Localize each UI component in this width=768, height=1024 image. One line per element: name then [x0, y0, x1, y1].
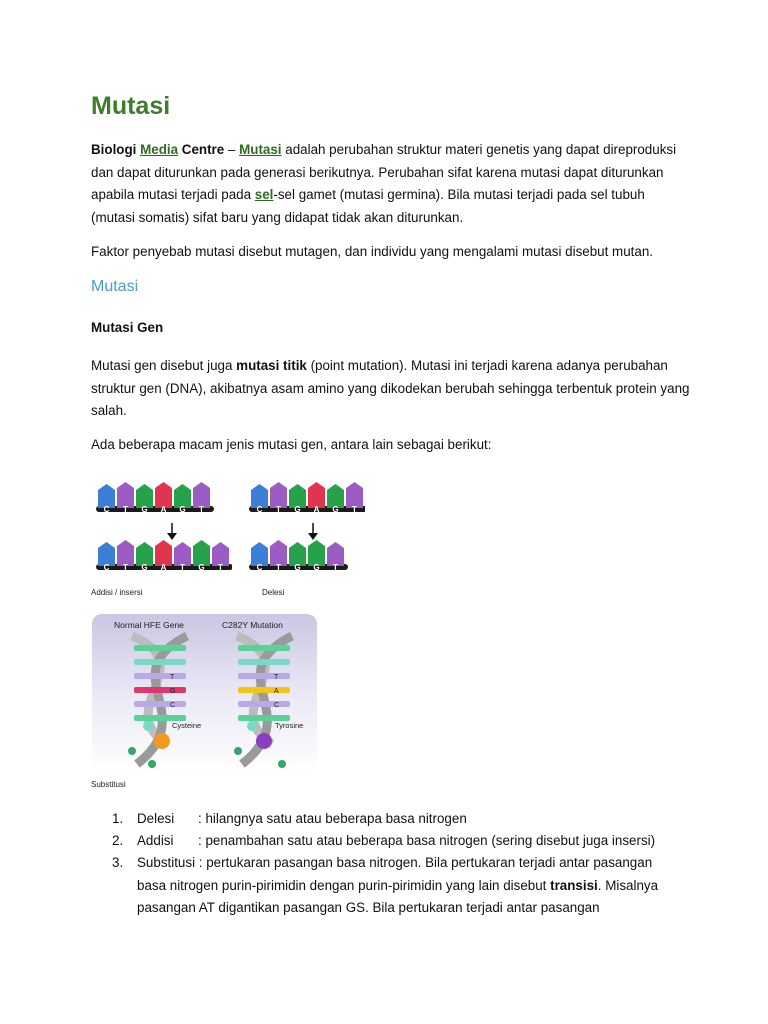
list-text-substitusi-2: . Misalnya pasangan AT digantikan pasangan GS. Bila pertukaran terjadi antar pasangan	[137, 877, 659, 915]
subsection-heading: Mutasi Gen	[91, 320, 164, 335]
delesi-top-base-letter-4: G	[332, 505, 339, 514]
list-item-substitusi	[112, 852, 672, 919]
para3-text-1: Mutasi gen disebut juga	[91, 358, 237, 373]
normal-gene-label: Normal HFE Gene	[114, 620, 184, 630]
dash-text: –	[224, 142, 240, 157]
intro-text-1: adalah perubahan struktur materi genetis yang dapat direproduksi dan dapat diturunkan pada generasi berikutnya. Perubahan sifat karena mutasi dapat diturunkan apabila mutasi terjadi pada	[91, 142, 677, 203]
sel-link[interactable]: sel	[254, 187, 274, 203]
delesi-bottom-base-letter-4: T	[333, 563, 338, 572]
addisi-top-strand	[96, 482, 214, 514]
delesi-top-base-letter-0: C	[256, 505, 263, 514]
section-heading: Mutasi	[91, 278, 139, 295]
list-text-addisi: : penambahan satu atau beberapa basa nitrogen (sering disebut juga insersi)	[198, 833, 656, 849]
delesi-top-base-letter-2: G	[294, 505, 301, 514]
right-molecule-bead-2	[234, 747, 242, 755]
delesi-bottom-base-letter-2: G	[294, 563, 301, 572]
delesi-top-base-letter-3: A	[313, 505, 320, 514]
mutation-types-list	[112, 808, 672, 919]
addisi-bottom-base-letter-0: C	[103, 563, 110, 572]
addisi-caption: Addisi / insersi	[91, 588, 143, 597]
addisi-bottom-base-letter-2: G	[141, 563, 148, 572]
right-base-letter-2: C	[274, 702, 280, 709]
right-rung-1	[238, 659, 290, 665]
addisi-bottom-strand	[96, 540, 232, 572]
delesi-bottom-base-letter-0: C	[256, 563, 263, 572]
left-molecule-bead	[143, 721, 153, 731]
gene-mutation-paragraph	[91, 355, 691, 423]
left-base-letter-2: C	[170, 702, 176, 709]
left-molecule-bead-3	[148, 760, 156, 768]
left-base-letter-0: T	[170, 674, 175, 681]
list-term-delesi: Delesi	[137, 811, 175, 826]
delesi-bottom-base-letter-1: T	[276, 563, 281, 572]
right-base-letter-0: T	[274, 674, 279, 681]
mutasi-link[interactable]: Mutasi	[239, 142, 282, 157]
left-rung-4	[134, 701, 186, 707]
delesi-figure	[245, 478, 365, 580]
left-rung-1	[134, 659, 186, 665]
substitusi-caption: Substitusi	[91, 780, 126, 789]
addisi-arrow-head	[167, 533, 177, 540]
tyrosine-molecule	[256, 733, 272, 749]
right-rung-2	[238, 673, 290, 679]
addisi-bottom-base-letter-3: A	[160, 563, 167, 572]
cysteine-label: Cysteine	[172, 721, 202, 730]
left-base-letter-1: G	[170, 688, 176, 695]
cysteine-molecule	[154, 733, 170, 749]
list-term-addisi: Addisi	[137, 833, 174, 849]
list-text-substitusi-1: : pertukaran pasangan basa nitrogen. Bila pertukaran terjadi antar pasangan basa nitrogen purin-pirimidin dengan purin-pirimidin yang lain disebut	[137, 855, 653, 893]
delesi-top-base-letter-1: T	[276, 505, 281, 514]
transisi-bold: transisi	[550, 877, 598, 893]
left-rung-0	[134, 645, 186, 651]
mutation-label: C282Y Mutation	[222, 620, 283, 630]
tyrosine-label: Tyrosine	[275, 721, 304, 730]
addisi-top-base-letter-4: G	[179, 505, 186, 514]
addisi-bottom-base-letter-5: G	[198, 563, 205, 572]
list-text-delesi: : hilangnya satu atau beberapa basa nitrogen	[198, 811, 467, 826]
delesi-caption: Delesi	[262, 588, 285, 597]
delesi-arrow-head	[308, 533, 318, 540]
brand-text-2: Centre	[181, 142, 225, 157]
addisi-bottom-base-letter-6: T	[218, 563, 223, 572]
addisi-top-base-letter-2: G	[141, 505, 148, 514]
addisi-bottom-base-letter-1: T	[123, 563, 128, 572]
intro-paragraph	[91, 139, 691, 230]
substitusi-figure	[92, 614, 317, 772]
media-link[interactable]: Media	[140, 142, 179, 157]
list-term-substitusi: Substitusi	[137, 855, 196, 871]
list-item-addisi	[112, 830, 672, 852]
addisi-top-base-letter-5: T	[199, 505, 204, 514]
brand-text-1: Biologi	[91, 142, 137, 157]
addisi-figure	[92, 478, 232, 580]
intro-text-2: -sel gamet (mutasi germina). Bila mutasi terjadi pada sel tubuh (mutasi somatis) sifat baru yang didapat tidak akan diturunkan.	[91, 187, 645, 226]
addisi-top-base-letter-1: T	[123, 505, 128, 514]
delesi-top-strand	[249, 482, 365, 514]
mutasi-titik-bold: mutasi titik	[236, 358, 307, 373]
addisi-bottom-base-letter-4: T	[180, 563, 185, 572]
para3-text-2: (point mutation). Mutasi ini terjadi karena adanya perubahan struktur gen (DNA), akibatnya asam amino yang dikodekan berubah sehingga terbentuk protein yang salah.	[91, 358, 690, 419]
page-title: Mutasi	[91, 92, 171, 120]
right-base-letter-1: A	[274, 688, 279, 695]
right-rung-3	[238, 687, 290, 693]
left-molecule-bead-2	[128, 747, 136, 755]
right-rung-0	[238, 645, 290, 651]
addisi-top-base-letter-0: C	[103, 505, 110, 514]
right-rung-4	[238, 701, 290, 707]
addisi-top-base-letter-3: A	[160, 505, 167, 514]
list-item-delesi	[112, 808, 672, 830]
list-number-3: 3.	[112, 855, 124, 871]
delesi-bottom-strand	[249, 540, 348, 572]
right-molecule-bead	[247, 721, 257, 731]
list-number-2: 2.	[112, 833, 124, 849]
left-rung-3	[134, 687, 186, 693]
left-rung-2	[134, 673, 186, 679]
right-molecule-bead-3	[278, 760, 286, 768]
mutagen-paragraph: Faktor penyebab mutasi disebut mutagen, dan individu yang mengalami mutasi disebut mutan.	[91, 244, 653, 259]
delesi-top-base-letter-5: T	[352, 505, 357, 514]
types-intro-paragraph: Ada beberapa macam jenis mutasi gen, antara lain sebagai berikut:	[91, 437, 492, 452]
delesi-bottom-base-letter-3: G	[313, 563, 320, 572]
list-number-1: 1.	[112, 811, 124, 826]
